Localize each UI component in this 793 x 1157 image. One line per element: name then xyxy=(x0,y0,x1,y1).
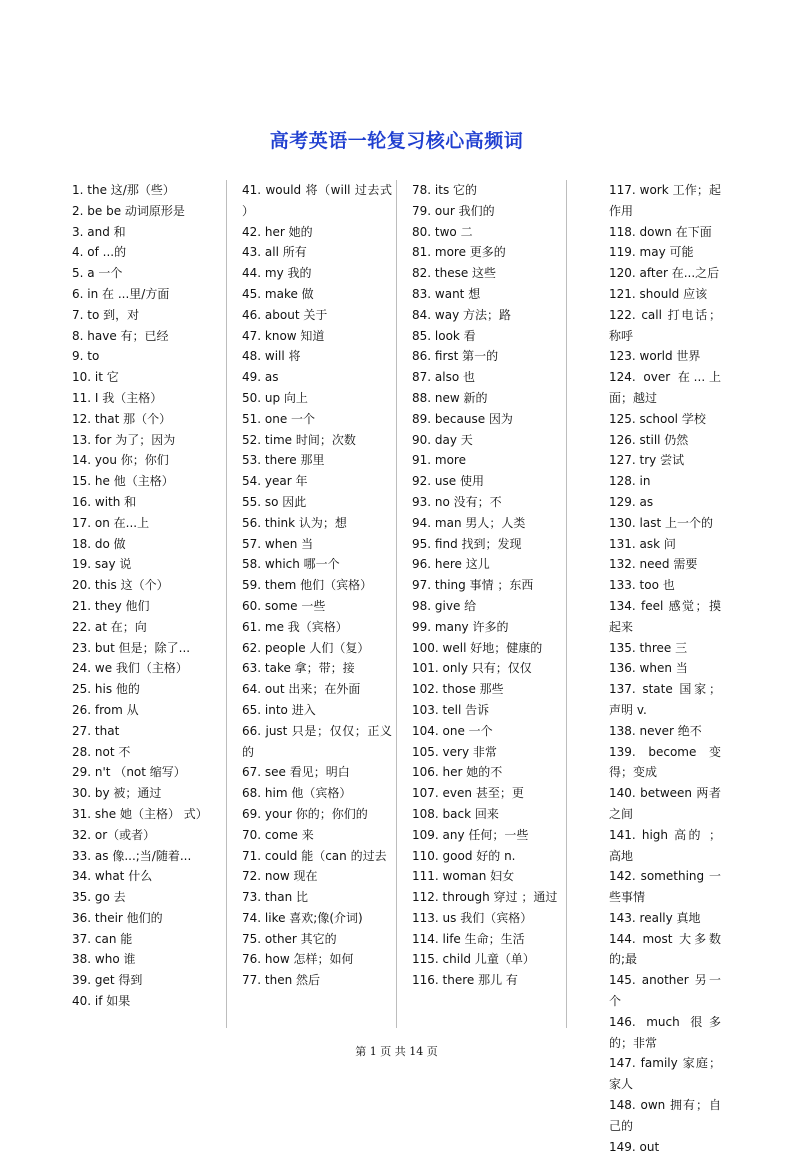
word-entry: 82. these 这些 xyxy=(412,266,497,281)
word-entry: 48. will 将 xyxy=(242,349,301,364)
word-entry: 13. for 为了；因为 xyxy=(72,432,176,447)
word-entry: 22. at 在；向 xyxy=(72,619,147,634)
word-entry: 47. know 知道 xyxy=(242,328,325,343)
word-entry: 9. to xyxy=(72,349,100,364)
word-entry: 73. than 比 xyxy=(242,890,308,905)
word-entry: 80. two 二 xyxy=(412,224,473,239)
word-entry: 106. her 她的不 xyxy=(412,765,503,780)
word-entry: 103. tell 告诉 xyxy=(412,702,490,717)
word-entry: 68. him 他（宾格） xyxy=(242,786,352,801)
word-entry: 138. never 绝不 xyxy=(609,723,702,738)
word-entry: 127. try 尝试 xyxy=(609,453,685,468)
word-entry: 145. another 另一个 xyxy=(609,973,721,1009)
page-footer: 第 1 页 共 14 页 xyxy=(355,1045,438,1058)
word-entry: 84. way 方法；路 xyxy=(412,307,511,322)
word-entry: 142. something 一些事情 xyxy=(609,869,721,905)
word-entry: 135. three 三 xyxy=(609,640,688,655)
word-entry: 25. his 他的 xyxy=(72,682,140,697)
word-entry: 105. very 非常 xyxy=(412,744,497,759)
word-entry: 69. your 你的；你们的 xyxy=(242,806,368,821)
word-entry: 113. us 我们（宾格） xyxy=(412,910,533,925)
word-entry: 30. by 被；通过 xyxy=(72,786,162,801)
word-entry: 131. ask 问 xyxy=(609,536,676,551)
word-entry: 78. its 它的 xyxy=(412,183,478,197)
word-entry: 141. high 高的 ；高地 xyxy=(609,827,721,863)
word-entry: 97. thing 事情 ；东西 xyxy=(412,578,534,593)
word-entry: 6. in 在 ...里/方面 xyxy=(72,286,170,301)
word-entry: 51. one 一个 xyxy=(242,411,316,426)
word-entry: 11. I 我（主格） xyxy=(72,390,163,405)
word-column-1 xyxy=(72,180,222,1028)
word-entry: 43. all 所有 xyxy=(242,245,307,260)
word-entry: 83. want 想 xyxy=(412,286,481,301)
word-entry: 5. a 一个 xyxy=(72,266,123,281)
word-entry: 66. just 只是；仅仅；正义的 xyxy=(242,723,392,759)
word-entry: 99. many 许多的 xyxy=(412,619,509,634)
word-entry: 117. work 工作；起作用 xyxy=(609,183,721,218)
word-entry: 120. after 在...之后 xyxy=(609,266,720,281)
word-entry: 31. she 她（主格） 式） xyxy=(72,806,208,821)
word-entry: 115. child 儿童（单） xyxy=(412,952,535,967)
word-entry: 114. life 生命；生活 xyxy=(412,931,525,946)
word-entry: 137. state 国家；声明 v. xyxy=(609,682,721,717)
word-entry: 95. find 找到；发现 xyxy=(412,536,522,551)
word-entry: 39. get 得到 xyxy=(72,973,143,988)
word-entry: 60. some 一些 xyxy=(242,598,326,613)
word-entry: 71. could 能（can 的过去 xyxy=(242,848,387,863)
word-entry: 42. her 她的 xyxy=(242,224,313,239)
word-entry: 1. the 这/那（些） xyxy=(72,183,175,197)
word-entry: 109. any 任何；一些 xyxy=(412,827,529,842)
word-entry: 56. think 认为；想 xyxy=(242,515,347,530)
word-entry: 35. go 去 xyxy=(72,890,126,905)
word-entry: 96. here 这儿 xyxy=(412,557,490,572)
word-entry: 21. they 他们 xyxy=(72,598,150,613)
word-entry: 93. no 没有；不 xyxy=(412,494,502,509)
word-entry: 85. look 看 xyxy=(412,328,476,343)
word-entry: 23. but 但是；除了... xyxy=(72,640,191,655)
word-entry: 64. out 出来；在外面 xyxy=(242,682,361,697)
word-entry: 88. new 新的 xyxy=(412,390,488,405)
word-entry: 58. which 哪一个 xyxy=(242,557,340,572)
word-entry: 90. day 天 xyxy=(412,432,473,447)
word-entry: 29. n't （not 缩写） xyxy=(72,765,186,780)
word-entry: 100. well 好地；健康的 xyxy=(412,640,543,655)
word-entry: 65. into 进入 xyxy=(242,702,316,717)
word-entry: 40. if 如果 xyxy=(72,994,131,1009)
word-entry: 36. their 他们的 xyxy=(72,910,163,925)
word-entry: 119. may 可能 xyxy=(609,245,694,260)
word-entry: 110. good 好的 n. xyxy=(412,848,516,863)
word-entry: 140. between 两者 之间 xyxy=(609,786,721,821)
word-entry: 19. say 说 xyxy=(72,557,132,572)
word-entry: 129. as xyxy=(609,494,654,509)
word-entry: 7. to 到，对 xyxy=(72,307,140,322)
word-entry: 133. too 也 xyxy=(609,578,675,593)
word-entry: 134. feel 感觉；摸起来 xyxy=(609,598,721,634)
word-entry: 14. you 你；你们 xyxy=(72,453,169,468)
word-entry: 81. more 更多的 xyxy=(412,245,506,260)
word-entry: 76. how 怎样；如何 xyxy=(242,952,354,967)
word-entry: 98. give 给 xyxy=(412,598,477,613)
word-entry: 63. take 拿；带；接 xyxy=(242,661,355,676)
word-entry: 18. do 做 xyxy=(72,536,126,551)
word-entry: 44. my 我的 xyxy=(242,266,312,281)
word-entry: 4. of ...的 xyxy=(72,245,127,260)
word-entry: 55. so 因此 xyxy=(242,494,307,509)
word-entry: 37. can 能 xyxy=(72,931,133,946)
word-entry: 3. and 和 xyxy=(72,224,126,239)
word-entry: 126. still 仍然 xyxy=(609,432,689,447)
word-entry: 144. most 大多数的;最 xyxy=(609,931,721,967)
word-entry: 149. out xyxy=(609,1139,660,1154)
word-entry: 2. be be 动词原形是 xyxy=(72,203,185,218)
word-entry: 12. that 那（个） xyxy=(72,411,172,426)
word-entry: 79. our 我们的 xyxy=(412,203,495,218)
word-entry: 33. as 像...;当/随着... xyxy=(72,848,192,863)
word-entry: 124. over 在...上面；越过 xyxy=(609,370,721,405)
word-entry: 32. or（或者） xyxy=(72,827,156,842)
word-entry: 10. it 它 xyxy=(72,370,119,385)
word-entry: 94. man 男人；人类 xyxy=(412,515,526,530)
word-entry: 91. more xyxy=(412,453,466,468)
word-entry: 86. first 第一的 xyxy=(412,349,499,364)
word-entry: 89. because 因为 xyxy=(412,411,513,426)
word-entry: 104. one 一个 xyxy=(412,723,493,738)
word-entry: 62. people 人们（复） xyxy=(242,640,370,655)
word-entry: 72. now 现在 xyxy=(242,869,318,884)
word-entry: 125. school 学校 xyxy=(609,411,706,426)
word-entry: 147. family 家庭；家人 xyxy=(609,1056,721,1092)
word-entry: 107. even 甚至；更 xyxy=(412,786,524,801)
word-entry: 53. there 那里 xyxy=(242,453,325,468)
word-entry: 111. woman 妇女 xyxy=(412,869,515,884)
word-entry: 24. we 我们（主格） xyxy=(72,661,188,676)
word-entry: 26. from 从 xyxy=(72,702,139,717)
word-entry: 17. on 在...上 xyxy=(72,515,150,530)
word-entry: 130. last 上一个的 xyxy=(609,515,713,530)
word-entry: 102. those 那些 xyxy=(412,682,504,697)
word-entry: 52. time 时间；次数 xyxy=(242,432,356,447)
word-entry: 139. become 变得；变成 xyxy=(609,744,721,780)
word-entry: 20. this 这（个） xyxy=(72,578,169,593)
word-entry: 16. with 和 xyxy=(72,494,137,509)
word-entry: 34. what 什么 xyxy=(72,869,153,884)
word-entry: 148. own 拥有；自己的 xyxy=(609,1098,721,1133)
word-entry: 41. would 将（will 过去式 ） xyxy=(242,183,392,218)
word-entry: 59. them 他们（宾格） xyxy=(242,578,373,593)
word-entry: 101. only 只有；仅仅 xyxy=(412,661,532,676)
word-column-3 xyxy=(396,180,562,1028)
word-entry: 122. call 打电话；称呼 xyxy=(609,307,721,343)
word-entry: 108. back 回来 xyxy=(412,806,499,821)
word-entry: 8. have 有；已经 xyxy=(72,328,169,343)
word-entry: 27. that xyxy=(72,723,120,738)
word-entry: 87. also 也 xyxy=(412,370,475,385)
word-entry: 112. through 穿过 ；通过 xyxy=(412,890,558,905)
word-entry: 57. when 当 xyxy=(242,536,314,551)
word-entry: 118. down 在下面 xyxy=(609,224,712,239)
word-entry: 74. like 喜欢;像(介词) xyxy=(242,910,363,925)
word-entry: 50. up 向上 xyxy=(242,390,308,405)
word-entry: 45. make 做 xyxy=(242,286,314,301)
word-column-4 xyxy=(566,180,721,1154)
word-column-2 xyxy=(226,180,392,1028)
word-entry: 143. really 真地 xyxy=(609,910,701,925)
page-title: 高考英语一轮复习核心高频词 xyxy=(269,130,524,152)
word-entry: 67. see 看见；明白 xyxy=(242,765,350,780)
word-entry: 116. there 那儿 有 xyxy=(412,973,518,988)
word-entry: 121. should 应该 xyxy=(609,286,708,301)
word-entry: 128. in xyxy=(609,474,651,489)
word-entry: 77. then 然后 xyxy=(242,973,321,988)
word-entry: 75. other 其它的 xyxy=(242,931,337,946)
word-entry: 132. need 需要 xyxy=(609,557,698,572)
word-entry: 15. he 他（主格） xyxy=(72,474,174,489)
word-entry: 136. when 当 xyxy=(609,661,688,676)
word-entry: 46. about 关于 xyxy=(242,307,328,322)
word-entry: 49. as xyxy=(242,370,279,385)
word-entry: 61. me 我（宾格） xyxy=(242,619,348,634)
word-entry: 123. world 世界 xyxy=(609,349,701,364)
word-entry: 28. not 不 xyxy=(72,744,131,759)
word-entry: 54. year 年 xyxy=(242,474,308,489)
word-entry: 70. come 来 xyxy=(242,827,314,842)
word-entry: 146. much 很多的；非常 xyxy=(609,1014,721,1050)
word-entry: 38. who 谁 xyxy=(72,952,136,967)
word-entry: 92. use 使用 xyxy=(412,474,484,489)
